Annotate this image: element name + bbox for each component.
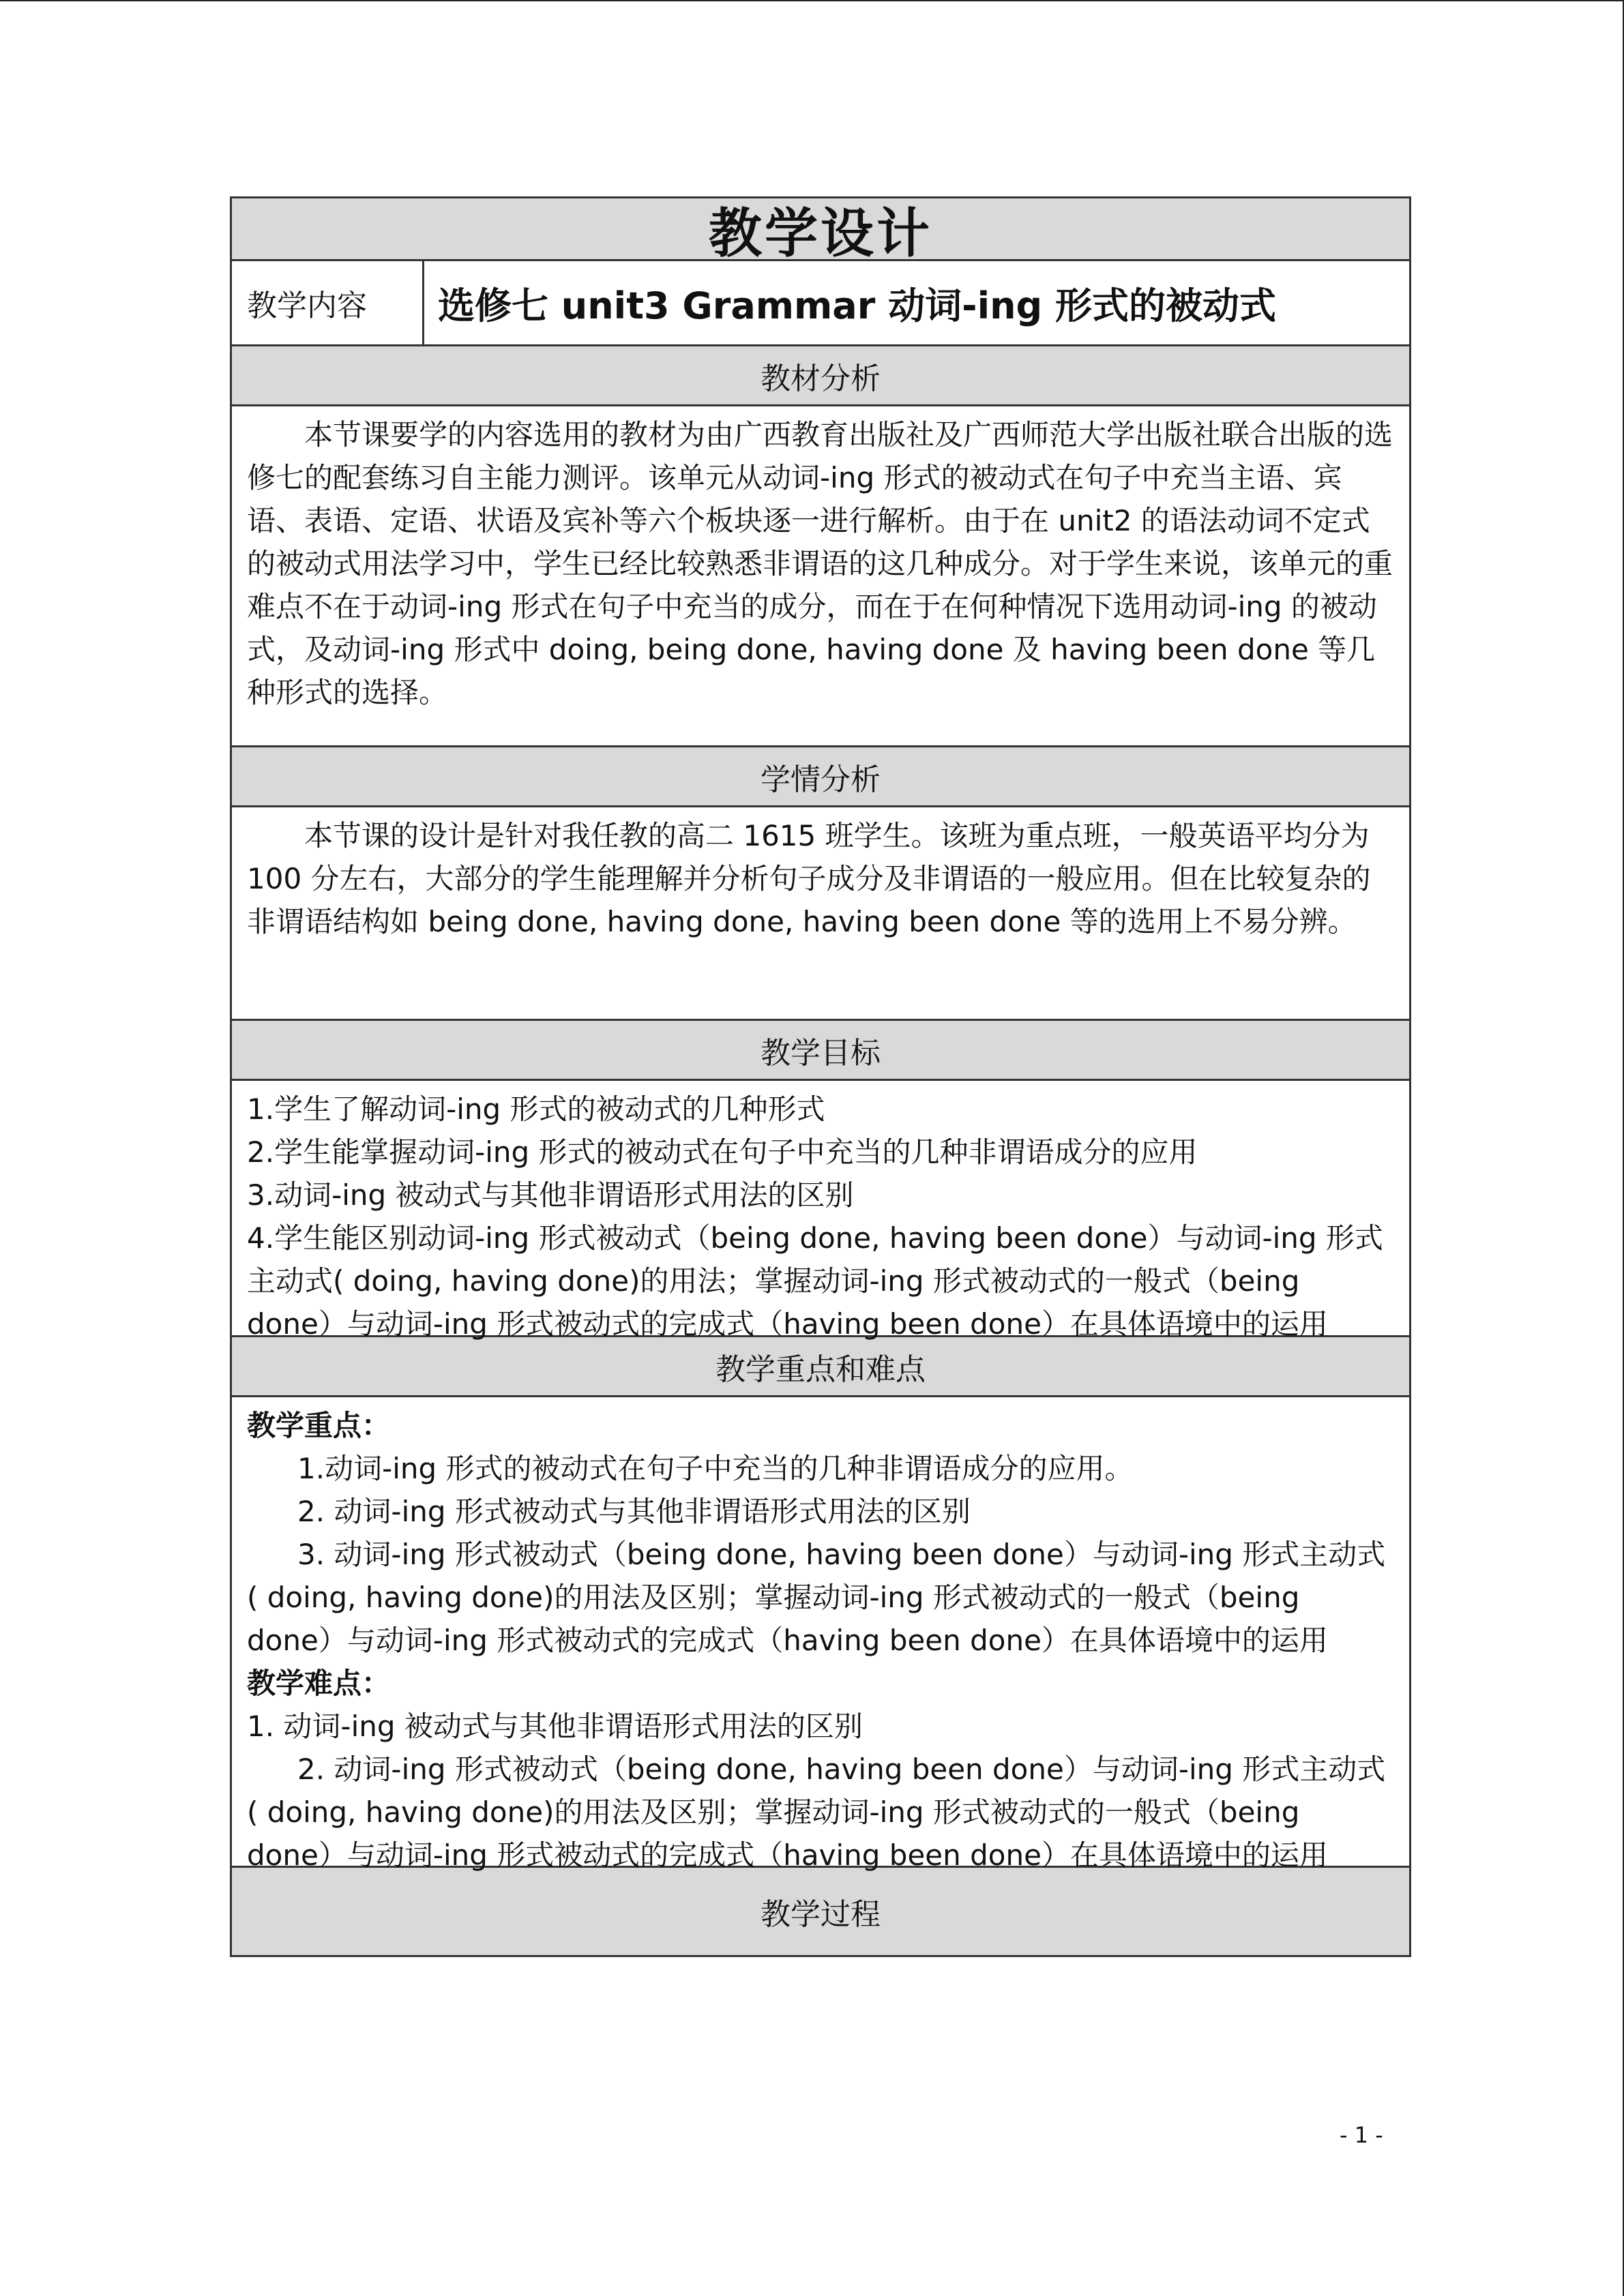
materials-body — [232, 406, 1409, 747]
process-heading: 教学过程 — [232, 1868, 1409, 1955]
objective-item: 2.学生能掌握动词-ing 形式的被动式在句子中充当的几种非谓语成分的应用 — [247, 1135, 1198, 1169]
content-label: 教学内容 — [232, 261, 424, 344]
focus-item: 2. 动词-ing 形式被动式与其他非谓语形式用法的区别 — [297, 1495, 971, 1528]
key-points-heading: 教学重点和难点 — [232, 1337, 1409, 1397]
page-top-border — [0, 0, 1623, 1]
materials-paragraph: 本节课要学的内容选用的教材为由广西教育出版社及广西师范大学出版社联合出版的选修七的配套练习自主能力测评。该单元从动词-ing 形式的被动式在句子中充当主语、宾语、表语、定语、状语及宾补等六个板块逐一进行解析。由于在 unit2 的语法动词不定式的被动式用法学习中，学生已经比较熟悉非谓语的这几种成分。对于学生来说，该单元的重难点不在于动词-ing 形式在句子中充当的成分，而在于在何种情况下选用动词-ing 的被动式，及动词-ing 形式中 doing, being done, having done 及 having been done 等几种形式的选择。 — [247, 418, 1393, 709]
focus-label: 教学重点： — [247, 1409, 391, 1442]
page-number: - 1 - — [1340, 2122, 1383, 2148]
focus-item: 3. 动词-ing 形式被动式（being done, having been done）与动词-ing 形式主动式( doing, having done)的用法及区别；掌握动词-ing 形式被动式的一般式（being done）与动词-ing 形式被动式的完成式（having been done）在具体语境中的运用 — [247, 1538, 1386, 1657]
content-value: 选修七 unit3 Grammar 动词-ing 形式的被动式 — [438, 284, 1276, 327]
students-paragraph: 本节课的设计是针对我任教的高二 1615 班学生。该班为重点班，一般英语平均分为 100 分左右，大部分的学生能理解并分析句子成分及非谓语的一般应用。但在比较复杂的非谓语结构如 being done, having done, having been done 等的选用上不易分辨。 — [247, 819, 1371, 938]
content-row — [232, 261, 1409, 346]
objective-item: 1.学生了解动词-ing 形式的被动式的几种形式 — [247, 1092, 825, 1126]
focus-item: 1.动词-ing 形式的被动式在句子中充当的几种非谓语成分的应用。 — [297, 1452, 1134, 1485]
objective-item: 4.学生能区别动词-ing 形式被动式（being done, having been done）与动词-ing 形式主动式( doing, having done)的用法；掌握动词-ing 形式被动式的一般式（being done）与动词-ing 形式被动式的完成式（having been done）在具体语境中的运用 — [247, 1221, 1383, 1341]
key-points-body — [232, 1397, 1409, 1872]
document-title: 教学设计 — [232, 198, 1409, 261]
students-body — [232, 807, 1409, 1021]
objectives-body — [232, 1081, 1409, 1341]
difficulty-label: 教学难点： — [247, 1667, 391, 1700]
lesson-plan-table — [230, 196, 1411, 1957]
difficulty-item: 1. 动词-ing 被动式与其他非谓语形式用法的区别 — [247, 1710, 863, 1743]
students-heading: 学情分析 — [232, 747, 1409, 807]
materials-heading: 教材分析 — [232, 346, 1409, 406]
objective-item: 3.动词-ing 被动式与其他非谓语形式用法的区别 — [247, 1178, 854, 1212]
difficulty-item: 2. 动词-ing 形式被动式（being done, having been done）与动词-ing 形式主动式( doing, having done)的用法及区别；掌握动词-ing 形式被动式的一般式（being done）与动词-ing 形式被动式的完成式（having been done）在具体语境中的运用 — [247, 1753, 1386, 1872]
objectives-heading: 教学目标 — [232, 1021, 1409, 1081]
